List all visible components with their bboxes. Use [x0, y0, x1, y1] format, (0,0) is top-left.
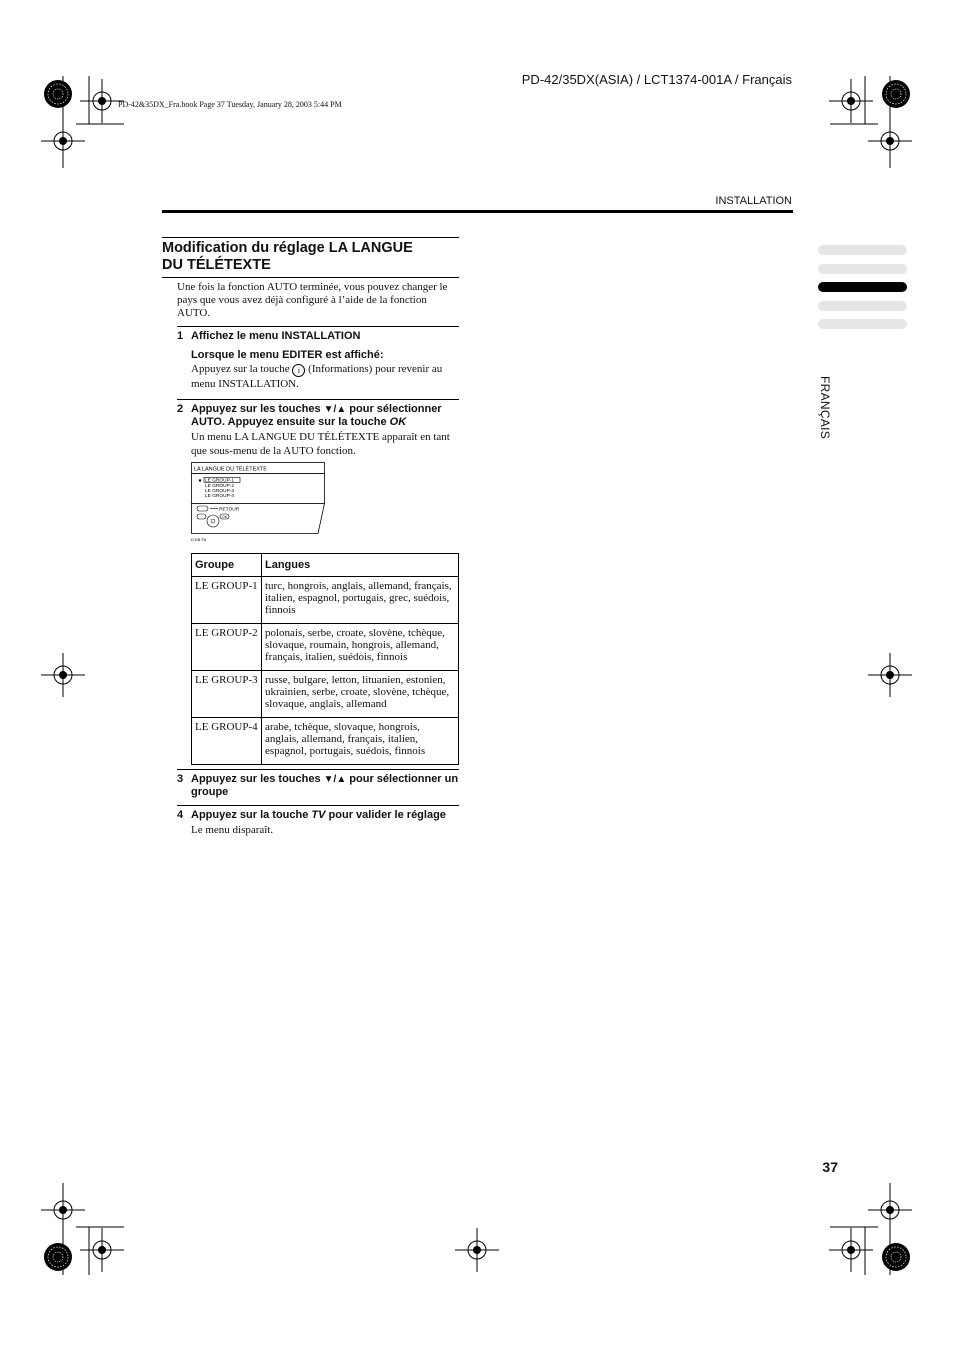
chapter-tab-2 — [818, 264, 907, 274]
step-number: 2 — [177, 403, 184, 415]
tv-key-icon: TV — [311, 809, 326, 821]
section-title-line1: Modification du réglage LA LANGUE — [162, 240, 413, 256]
table-header-row — [192, 554, 459, 577]
languages-cell: polonais, serbe, croate, slovène, tchèque, slovaque, roumain, hongrois, allemand, français, italien, suédois, finnois — [262, 624, 459, 671]
language-side-label: FRANÇAIS — [818, 376, 832, 440]
book-file-line: PD-42&35DX_Fra.book Page 37 Tuesday, January 28, 2003 5:44 PM — [118, 100, 342, 109]
language-group-table — [191, 553, 459, 765]
top-rule — [162, 210, 793, 213]
step-number: 1 — [177, 330, 184, 342]
step-heading: Appuyez sur les touches ▼/▲ pour sélectionner un groupe — [191, 773, 459, 798]
chapter-tab-1 — [818, 245, 907, 255]
step-number: 3 — [177, 773, 184, 785]
osd-ok-label: OK — [222, 515, 228, 519]
languages-cell: russe, bulgare, letton, lituanien, estonien, ukrainien, serbe, croate, slovène, tchèque, slovaque, anglais, allemand — [262, 671, 459, 718]
table-row — [192, 577, 459, 624]
table-row — [192, 671, 459, 718]
step-body: Le menu disparaît. — [191, 824, 274, 836]
ok-key-icon: OK — [389, 416, 407, 428]
chapter-tab-4 — [818, 301, 907, 311]
step-heading: Affichez le menu INSTALLATION — [191, 330, 361, 342]
osd-code: D EB FA — [191, 537, 207, 542]
osd-item-2: LE GROUP-2 — [205, 484, 235, 489]
step-subheading: Lorsque le menu EDITER est affiché: — [191, 349, 384, 361]
group-cell: LE GROUP-4 — [192, 718, 262, 765]
header-langues: Langues — [262, 554, 459, 577]
teletext-language-menu-illustration — [191, 462, 326, 542]
languages-cell: arabe, tchèque, slovaque, hongrois, anglais, allemand, français, italien, espagnol, portugais, suédois, finnois — [262, 718, 459, 765]
page-number: 37 — [822, 1159, 838, 1175]
document-model-header: PD-42/35DX(ASIA) / LCT1374-001A / Français — [521, 72, 792, 87]
section-title — [162, 237, 459, 278]
osd-item-3: LE GROUP-3 — [205, 489, 235, 494]
osd-title: LA LANGUE DU TÉLÉTEXTE — [194, 466, 267, 473]
table-row — [192, 718, 459, 765]
down-up-arrow-icon: ▼/▲ — [323, 404, 347, 415]
group-cell: LE GROUP-2 — [192, 624, 262, 671]
chapter-tab-5 — [818, 319, 907, 329]
osd-cursor-icon — [199, 479, 201, 481]
intro-paragraph: Une fois la fonction AUTO terminée, vous pouvez changer le pays que vous avez déjà configuré à l’aide de la fonction AUTO. — [177, 281, 448, 319]
step-4 — [177, 805, 459, 837]
table-row — [192, 624, 459, 671]
down-up-arrow-icon: ▼/▲ — [323, 774, 347, 785]
group-cell: LE GROUP-3 — [192, 671, 262, 718]
osd-item-1: LE GROUP-1 — [205, 478, 235, 484]
step-1 — [177, 326, 459, 391]
osd-retour-label: RETOUR — [219, 507, 240, 513]
step-3 — [177, 769, 459, 799]
languages-cell: turc, hongrois, anglais, allemand, français, italien, espagnol, portugais, grec, suédois, finnois — [262, 577, 459, 624]
section-title-line2: DU TÉLÉTEXTE — [162, 257, 271, 273]
group-cell: LE GROUP-1 — [192, 577, 262, 624]
step-2 — [177, 399, 459, 458]
osd-item-4: LE GROUP-4 — [205, 494, 235, 499]
section-label: INSTALLATION — [715, 195, 792, 207]
step-heading: Appuyez sur les touches ▼/▲ pour sélectionner AUTO. Appuyez ensuite sur la touche OK — [191, 403, 442, 428]
step-body: Appuyez sur la touche i (Informations) pour revenir au menu INSTALLATION. — [191, 363, 443, 390]
step-body: Un menu LA LANGUE DU TÉLÉTEXTE apparaît en tant que sous-menu de la AUTO fonction. — [191, 431, 450, 457]
step-number: 4 — [177, 809, 184, 821]
chapter-tab-3-active — [818, 282, 907, 292]
step-heading: Appuyez sur la touche TV pour valider le réglage — [191, 809, 446, 821]
info-icon: i — [292, 364, 305, 377]
header-groupe: Groupe — [192, 554, 262, 577]
